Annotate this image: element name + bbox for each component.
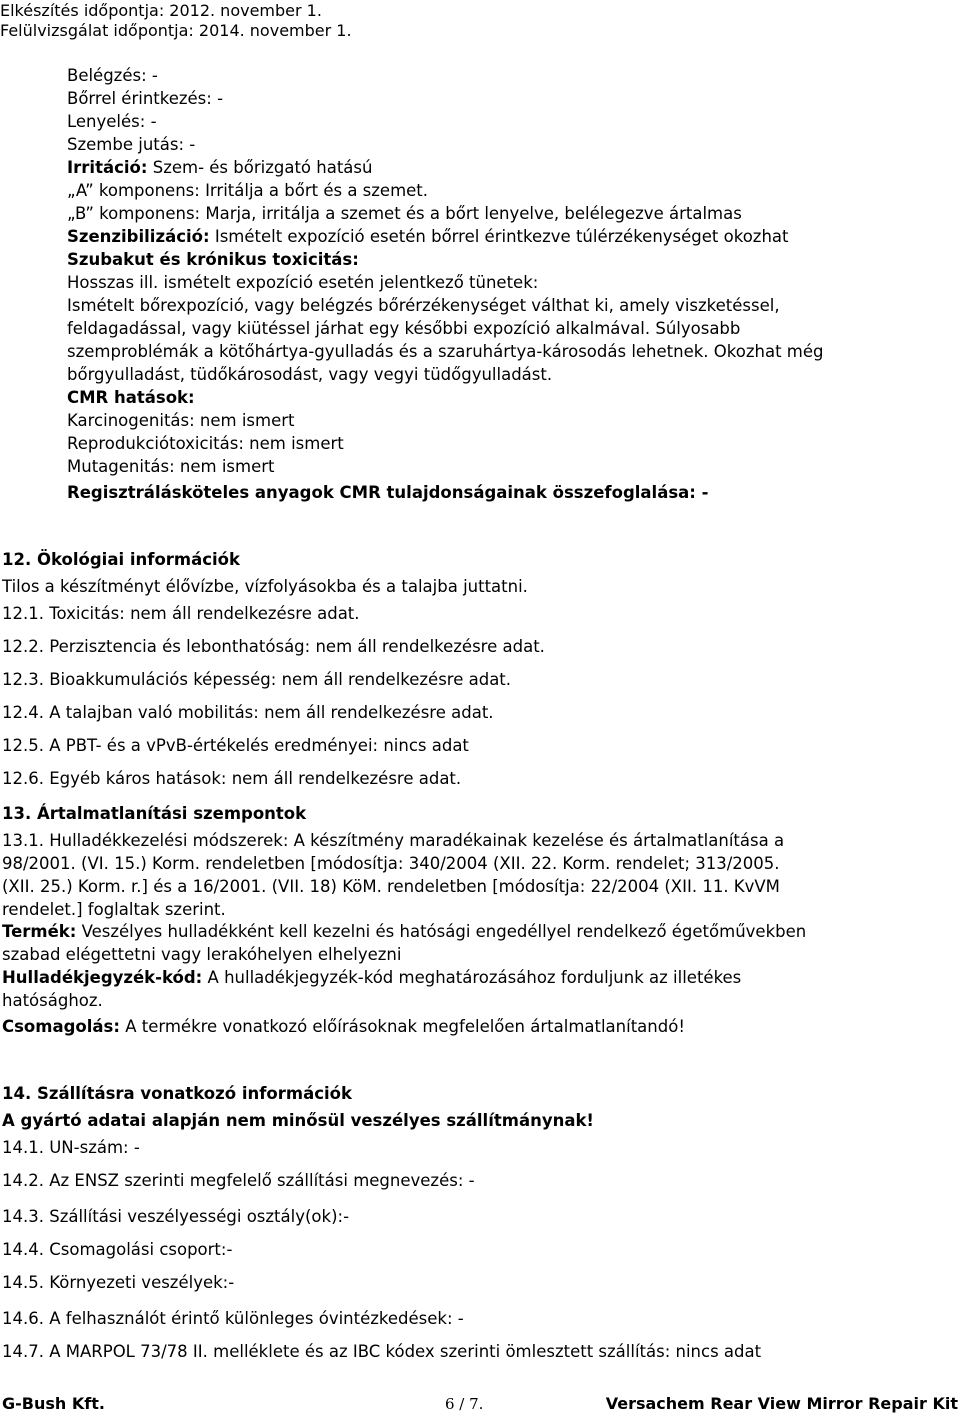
section-14-item: 14.2. Az ENSZ szerinti megfelelő szállítási megnevezés: - xyxy=(2,1171,475,1190)
product-disposal-line-1 xyxy=(2,922,806,942)
packaging-text: A termékre vonatkozó előírásoknak megfelelően ártalmatlanítandó! xyxy=(125,1017,685,1036)
cmr-heading: CMR hatások: xyxy=(67,388,195,407)
component-b-line: „B” komponens: Marja, irritálja a szemet és a bőrt lenyelve, belélegezve ártalmas xyxy=(67,204,742,223)
section-12-item: 12.2. Perzisztencia és lebonthatóság: nem áll rendelkezésre adat. xyxy=(2,637,545,656)
inhalation-line: Belégzés: - xyxy=(67,66,158,85)
non-hazardous-notice: A gyártó adatai alapján nem minősül veszélyes szállítmánynak! xyxy=(2,1111,594,1130)
component-a-line: „A” komponens: Irritálja a bőrt és a szemet. xyxy=(67,181,429,200)
paragraph-line-4: bőrgyulladást, tüdőkárosodást, vagy vegyi tüdőgyulladást. xyxy=(67,365,553,384)
section-14-item: 14.1. UN-szám: - xyxy=(2,1138,140,1157)
footer-product: Versachem Rear View Mirror Repair Kit xyxy=(605,1394,958,1413)
section-14-item: 14.4. Csomagolási csoport:- xyxy=(2,1240,233,1259)
product-disposal-line-2: szabad elégettetni vagy lerakóhelyen elhelyezni xyxy=(2,945,402,964)
waste-code-line-2: hatósághoz. xyxy=(2,991,103,1010)
mutagenicity-line: Mutagenitás: nem ismert xyxy=(67,457,275,476)
paragraph-line-2: feldagadással, vagy kiütéssel járhat egy későbbi expozíció alkalmával. Súlyosabb xyxy=(67,319,741,338)
eye-contact-line: Szembe jutás: - xyxy=(67,135,196,154)
revised-date: Felülvizsgálat időpontja: 2014. november 1. xyxy=(0,21,352,40)
waste-code-line-1 xyxy=(2,968,741,988)
section-12-item: 12.3. Bioakkumulációs képesség: nem áll rendelkezésre adat. xyxy=(2,670,512,689)
irritation-text: Szem- és bőrizgató hatású xyxy=(152,158,373,177)
subacute-heading: Szubakut és krónikus toxicitás: xyxy=(67,250,359,269)
waste-code-text: A hulladékjegyzék-kód meghatározásához forduljunk az illetékes xyxy=(207,968,742,987)
packaging-label: Csomagolás: xyxy=(2,1017,120,1036)
section-14-item: 14.5. Környezeti veszélyek:- xyxy=(2,1273,235,1292)
paragraph-line-1: Ismételt bőrexpozíció, vagy belégzés bőrérzékenységet válthat ki, amely viszketéssel, xyxy=(67,296,780,315)
cmr-summary-line: Regisztrálásköteles anyagok CMR tulajdonságainak összefoglalása: - xyxy=(67,483,709,502)
product-disposal-text: Veszélyes hulladékként kell kezelni és hatósági engedéllyel rendelkező égetőművekben xyxy=(81,922,807,941)
product-label: Termék: xyxy=(2,922,77,941)
footer-page-number: 6 / 7. xyxy=(445,1395,484,1413)
waste-code-label: Hulladékjegyzék-kód: xyxy=(2,968,203,987)
waste-method-line-4: rendelet.] foglaltak szerint. xyxy=(2,900,226,919)
section-12-intro: Tilos a készítményt élővízbe, vízfolyásokba és a talajba juttatni. xyxy=(2,577,528,596)
section-14-item: 14.3. Szállítási veszélyességi osztály(ok):- xyxy=(2,1207,350,1226)
carcinogenicity-line: Karcinogenitás: nem ismert xyxy=(67,411,295,430)
irritation-label: Irritáció: xyxy=(67,158,148,177)
sensitization-text: Ismételt expozíció esetén bőrrel érintkezve túlérzékenységet okozhat xyxy=(214,227,789,246)
sensitization-label: Szenzibilizáció: xyxy=(67,227,210,246)
footer-company: G-Bush Kft. xyxy=(2,1394,105,1413)
sensitization-line xyxy=(67,227,789,247)
section-14-item: 14.6. A felhasználót érintő különleges óvintézkedések: - xyxy=(2,1309,464,1328)
section-12-item: 12.5. A PBT- és a vPvB-értékelés eredményei: nincs adat xyxy=(2,736,469,755)
packaging-line xyxy=(2,1017,685,1037)
header-band xyxy=(0,0,960,42)
ingestion-line: Lenyelés: - xyxy=(67,112,157,131)
created-date: Elkészítés időpontja: 2012. november 1. xyxy=(0,1,322,20)
reproductive-toxicity-line: Reprodukciótoxicitás: nem ismert xyxy=(67,434,344,453)
waste-method-line-1: 13.1. Hulladékkezelési módszerek: A készítmény maradékainak kezelése és ártalmatlanítása a xyxy=(2,831,785,850)
irritation-line xyxy=(67,158,372,178)
section-12-item: 12.6. Egyéb káros hatások: nem áll rendelkezésre adat. xyxy=(2,769,462,788)
paragraph-line-3: szemproblémák a kötőhártya-gyulladás és a szaruhártya-károsodás lehetnek. Okozhat még xyxy=(67,342,824,361)
skin-contact-line: Bőrrel érintkezés: - xyxy=(67,89,224,108)
section-14-item: 14.7. A MARPOL 73/78 II. melléklete és az IBC kódex szerinti ömlesztett szállítás: nincs adat xyxy=(2,1342,762,1361)
section-12-item: 12.1. Toxicitás: nem áll rendelkezésre adat. xyxy=(2,604,360,623)
section-14-title: 14. Szállításra vonatkozó információk xyxy=(2,1084,352,1103)
section-13-title: 13. Ártalmatlanítási szempontok xyxy=(2,804,307,823)
section-12-item: 12.4. A talajban való mobilitás: nem áll rendelkezésre adat. xyxy=(2,703,494,722)
waste-method-line-3: (XII. 25.) Korm. r.] és a 16/2001. (VII. 18) KöM. rendeletben [módosítja: 22/2004 (XII. 11. KvVM xyxy=(2,877,780,896)
section-12-title: 12. Ökológiai információk xyxy=(2,550,240,569)
long-exposure-line: Hosszas ill. ismételt expozíció esetén jelentkező tünetek: xyxy=(67,273,539,292)
waste-method-line-2: 98/2001. (VI. 15.) Korm. rendeletben [módosítja: 340/2004 (XII. 22. Korm. rendelet; 313/2005. xyxy=(2,854,780,873)
